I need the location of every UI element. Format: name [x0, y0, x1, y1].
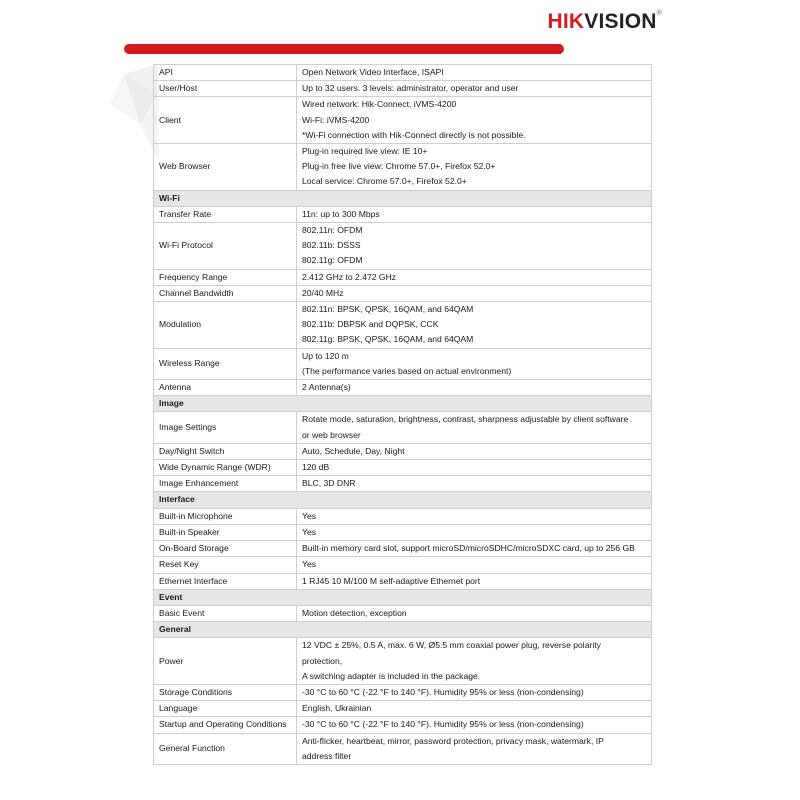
spec-label: Built-in Speaker	[154, 524, 297, 540]
spec-value	[297, 144, 652, 191]
spec-label: Image Settings	[154, 412, 297, 443]
section-header-row	[154, 492, 652, 508]
spec-row	[154, 573, 652, 589]
section-header-row	[154, 622, 652, 638]
spec-label: Power	[154, 638, 297, 685]
spec-row	[154, 701, 652, 717]
spec-value-line: 802.11b: DSSS	[302, 240, 361, 251]
spec-label: Wireless Range	[154, 348, 297, 379]
spec-value-line: Wired network: Hik-Connect, iVMS-4200	[302, 99, 457, 110]
spec-value-line: Up to 120 m	[302, 350, 349, 361]
spec-label: Storage Conditions	[154, 684, 297, 700]
spec-value-line: A switching adapter is included in the package.	[302, 670, 481, 681]
spec-row	[154, 557, 652, 573]
spec-row	[154, 348, 652, 379]
spec-value	[297, 524, 652, 540]
spec-row	[154, 541, 652, 557]
specification-table	[153, 64, 652, 765]
spec-value-line: 2.412 GHz to 2.472 GHz	[302, 271, 397, 282]
spec-value-line: Rotate mode, saturation, brightness, contrast, sharpness adjustable by client software	[302, 414, 629, 425]
spec-row	[154, 733, 652, 764]
spec-label: Wide Dynamic Range (WDR)	[154, 460, 297, 476]
spec-value-line: 20/40 MHz	[302, 287, 344, 298]
spec-value	[297, 81, 652, 97]
spec-row	[154, 524, 652, 540]
spec-value-line: Auto, Schedule, Day, Night	[302, 445, 405, 456]
spec-row	[154, 380, 652, 396]
spec-value-line: Motion detection, exception	[302, 607, 407, 618]
spec-value	[297, 476, 652, 492]
header-accent-bar	[124, 44, 561, 54]
logo-registered-mark: ®	[656, 10, 662, 17]
spec-value	[297, 269, 652, 285]
spec-row	[154, 717, 652, 733]
spec-row	[154, 223, 652, 270]
spec-label: General Function	[154, 733, 297, 764]
spec-value	[297, 733, 652, 764]
spec-row	[154, 206, 652, 222]
section-title: Event	[154, 589, 652, 605]
spec-label: User/Host	[154, 81, 297, 97]
spec-row	[154, 97, 652, 144]
spec-row	[154, 508, 652, 524]
spec-value	[297, 380, 652, 396]
spec-value	[297, 541, 652, 557]
spec-value	[297, 701, 652, 717]
spec-label: Language	[154, 701, 297, 717]
spec-label: Client	[154, 97, 297, 144]
spec-value-line: Up to 32 users. 3 levels: administrator, operator and user	[302, 83, 519, 94]
spec-value-line: 12 VDC ± 25%, 0.5 A, max. 6 W, Ø5.5 mm coaxial power plug, reverse polarity	[302, 640, 601, 651]
spec-value-line: protection,	[302, 655, 343, 666]
spec-row	[154, 605, 652, 621]
spec-row	[154, 81, 652, 97]
spec-value	[297, 508, 652, 524]
spec-label: API	[154, 65, 297, 81]
spec-label: On-Board Storage	[154, 541, 297, 557]
section-header-row	[154, 190, 652, 206]
spec-label: Web Browser	[154, 144, 297, 191]
section-header-row	[154, 589, 652, 605]
spec-value	[297, 638, 652, 685]
spec-row	[154, 285, 652, 301]
spec-label: Built-in Microphone	[154, 508, 297, 524]
spec-value-line: Plug-in free live view: Chrome 57.0+, Firefox 52.0+	[302, 161, 496, 172]
spec-value	[297, 443, 652, 459]
spec-value-line: Open Network Video Interface, ISAPI	[302, 67, 444, 77]
spec-value-line: 11n: up to 300 Mbps	[302, 208, 380, 219]
spec-value	[297, 460, 652, 476]
spec-label: Image Enhancement	[154, 476, 297, 492]
spec-value	[297, 605, 652, 621]
spec-row	[154, 684, 652, 700]
spec-value-line: -30 °C to 60 °C (-22 °F to 140 °F). Humidity 95% or less (non-condensing)	[302, 686, 584, 697]
spec-value-line: Yes	[302, 510, 317, 521]
spec-label: Antenna	[154, 380, 297, 396]
spec-value	[297, 412, 652, 443]
spec-row	[154, 144, 652, 191]
spec-value-line: English, Ukrainian	[302, 703, 372, 714]
spec-value	[297, 348, 652, 379]
spec-value-line: 802.11g: BPSK, QPSK, 16QAM, and 64QAM	[302, 334, 474, 345]
spec-row	[154, 412, 652, 443]
logo-text-hik: HIK	[547, 10, 585, 33]
spec-value	[297, 302, 652, 349]
spec-value-line: Local service: Chrome 57.0+, Firefox 52.0+	[302, 176, 467, 187]
spec-row	[154, 476, 652, 492]
section-title: Image	[154, 396, 652, 412]
spec-value-line: 802.11g: OFDM	[302, 255, 363, 266]
spec-value	[297, 206, 652, 222]
header-accent-bar-tip	[556, 44, 564, 54]
spec-value-line: (The performance varies based on actual environment)	[302, 365, 512, 376]
spec-value-line: BLC, 3D DNR	[302, 478, 356, 489]
spec-label: Frequency Range	[154, 269, 297, 285]
spec-value-line: Yes	[302, 559, 317, 570]
spec-label: Modulation	[154, 302, 297, 349]
spec-value-line: 2 Antenna(s)	[302, 382, 351, 393]
section-title: General	[154, 622, 652, 638]
spec-value-line: 802.11n: BPSK, QPSK, 16QAM, and 64QAM	[302, 304, 474, 315]
spec-value	[297, 223, 652, 270]
spec-row	[154, 443, 652, 459]
spec-value-line: 120 dB	[302, 462, 330, 473]
spec-value-line: Wi-Fi: iVMS-4200	[302, 114, 370, 125]
spec-row	[154, 460, 652, 476]
spec-label: Reset Key	[154, 557, 297, 573]
section-header-row	[154, 396, 652, 412]
spec-row	[154, 302, 652, 349]
spec-value	[297, 717, 652, 733]
spec-value-line: 1 RJ45 10 M/100 M self-adaptive Ethernet port	[302, 575, 481, 586]
spec-row	[154, 65, 652, 81]
spec-value	[297, 573, 652, 589]
spec-row	[154, 638, 652, 685]
spec-value-line: Plug-in required live view: IE 10+	[302, 146, 428, 157]
spec-value-line: or web browser	[302, 429, 361, 440]
spec-value-line: address filter	[302, 750, 352, 761]
spec-value-line: -30 °C to 60 °C (-22 °F to 140 °F). Humidity 95% or less (non-condensing)	[302, 719, 584, 730]
spec-value	[297, 285, 652, 301]
logo-text-vision: VISION	[584, 10, 657, 33]
section-title: Interface	[154, 492, 652, 508]
spec-value-line: 802.11b: DBPSK and DQPSK, CCK	[302, 319, 439, 330]
spec-value	[297, 97, 652, 144]
spec-value	[297, 65, 652, 81]
spec-label: Startup and Operating Conditions	[154, 717, 297, 733]
spec-value	[297, 684, 652, 700]
spec-value-line: Anti-flicker, heartbeat, mirror, password protection, privacy mask, watermark, IP	[302, 735, 604, 746]
spec-label: Wi-Fi Protocol	[154, 223, 297, 270]
spec-value-line: *Wi-Fi connection with Hik-Connect directly is not possible.	[302, 129, 526, 140]
section-title: Wi-Fi	[154, 190, 652, 206]
spec-value	[297, 557, 652, 573]
hikvision-logo	[547, 10, 662, 34]
spec-label: Basic Event	[154, 605, 297, 621]
spec-label: Ethernet Interface	[154, 573, 297, 589]
spec-row	[154, 269, 652, 285]
spec-value-line: 802.11n: OFDM	[302, 225, 363, 236]
spec-label: Day/Night Switch	[154, 443, 297, 459]
spec-label: Channel Bandwidth	[154, 285, 297, 301]
spec-value-line: Built-in memory card slot, support microSD/microSDHC/microSDXC card, up to 256 GB	[302, 543, 635, 554]
spec-value-line: Yes	[302, 526, 317, 537]
spec-label: Transfer Rate	[154, 206, 297, 222]
